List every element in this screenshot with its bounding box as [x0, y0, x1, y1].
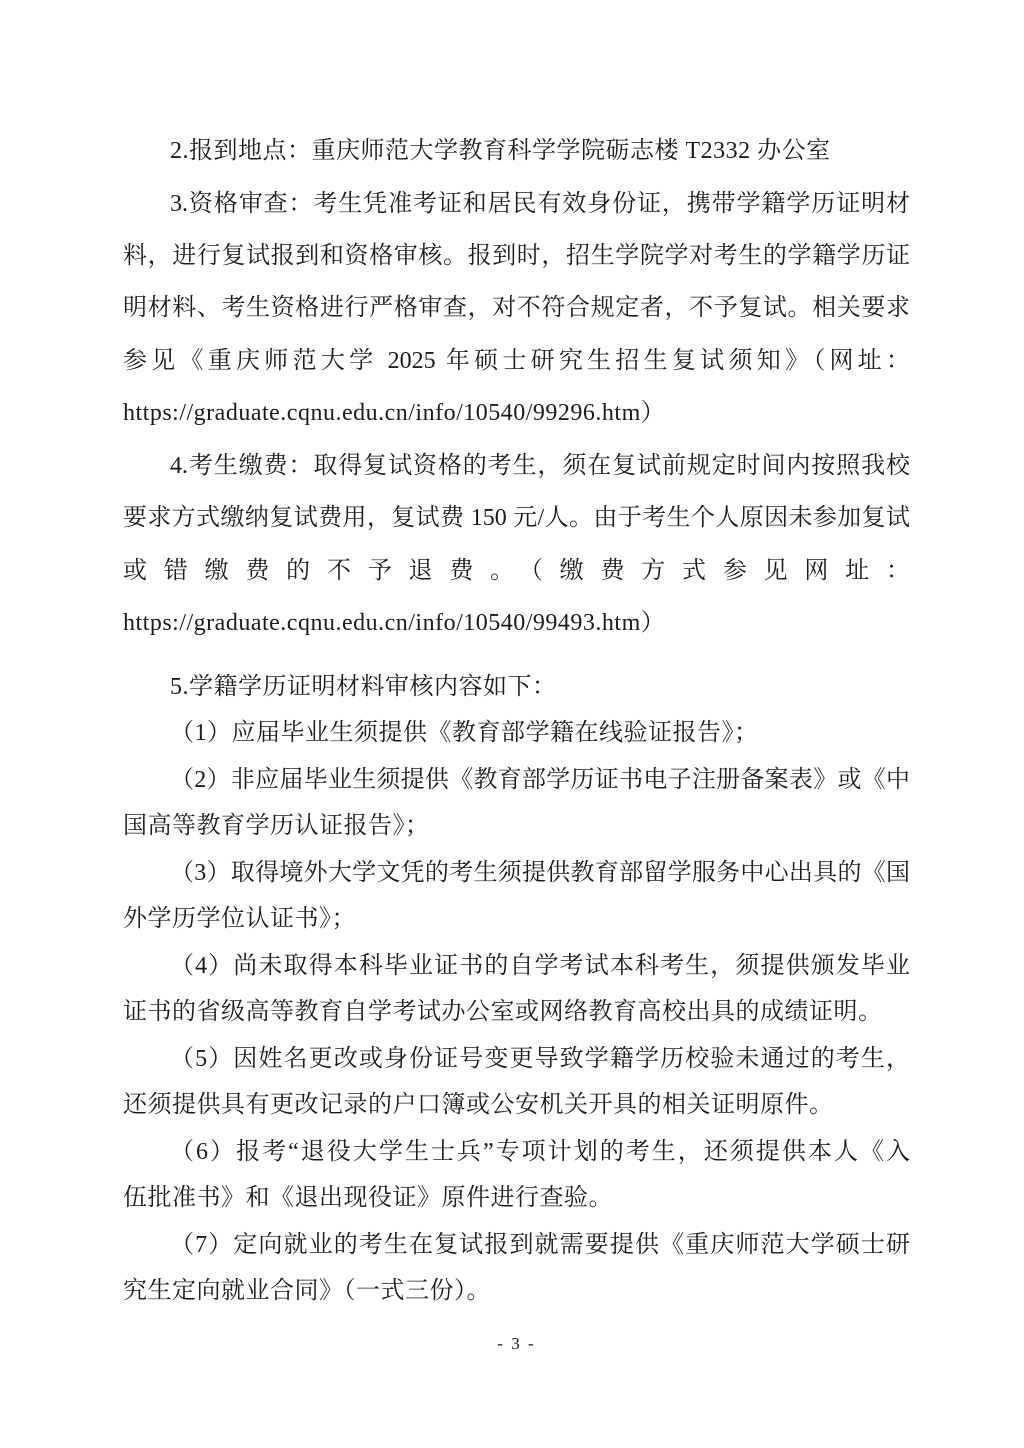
doc-line-payment-1: 4.考生缴费：取得复试资格的考生，须在复试前规定时间内按照我校: [170, 453, 910, 479]
page-number: - 3 -: [497, 1334, 536, 1353]
doc-line-qualification-3: 明材料、考生资格进行严格审查，对不符合规定者，不予复试。相关要求: [123, 295, 910, 321]
doc-line-payment-2: 要求方式缴纳复试费用，复试费 150 元/人。由于考生个人原因未参加复试: [123, 505, 910, 531]
doc-line-item6-2: 伍批准书》和《退出现役证》原件进行查验。: [123, 1185, 613, 1211]
doc-line-item2-2: 国高等教育学历认证报告》；: [123, 813, 430, 839]
doc-line-item1: （1）应届毕业生须提供《教育部学籍在线验证报告》；: [170, 720, 759, 746]
doc-line-url-99296: https://graduate.cqnu.edu.cn/info/10540/99296.htm）: [123, 400, 666, 426]
doc-line-item4-2: 证书的省级高等教育自学考试办公室或网络教育高校出具的成绩证明。: [123, 999, 883, 1025]
doc-line-qualification-2: 料，进行复试报到和资格审核。报到时，招生学院学对考生的学籍学历证: [123, 243, 910, 269]
doc-line-item5-2: 还须提供具有更改记录的户口簿或公安机关开具的相关证明原件。: [123, 1092, 834, 1118]
doc-line-payment-3: 或错缴费的不予退费。（缴费方式参见网址：: [123, 558, 910, 584]
doc-line-section5-title: 5.学籍学历证明材料审核内容如下：: [170, 674, 557, 700]
doc-line-qualification-4: 参见《重庆师范大学 2025 年硕士研究生招生复试须知》（网址：: [123, 348, 910, 374]
doc-line-item3-2: 外学历学位认证书》；: [123, 906, 356, 932]
doc-line-url-99493: https://graduate.cqnu.edu.cn/info/10540/99493.htm）: [123, 610, 666, 636]
doc-line-item5-1: （5）因姓名更改或身份证号变更导致学籍学历校验未通过的考生，: [170, 1046, 910, 1072]
doc-line-qualification-1: 3.资格审查：考生凭准考证和居民有效身份证，携带学籍学历证明材: [170, 191, 910, 217]
doc-line-item4-1: （4）尚未取得本科毕业证书的自学考试本科考生，须提供颁发毕业: [170, 953, 910, 979]
doc-line-item3-1: （3）取得境外大学文凭的考生须提供教育部留学服务中心出具的《国: [170, 860, 910, 886]
doc-line-report-location: 2.报到地点：重庆师范大学教育科学学院砺志楼 T2332 办公室: [170, 138, 831, 164]
doc-line-item7-2: 究生定向就业合同》（一式三份）。: [123, 1278, 491, 1304]
doc-line-item6-1: （6）报考“退役大学生士兵”专项计划的考生，还须提供本人《入: [170, 1139, 910, 1165]
doc-line-item7-1: （7）定向就业的考生在复试报到就需要提供《重庆师范大学硕士研: [170, 1232, 910, 1258]
doc-line-item2-1: （2）非应届毕业生须提供《教育部学历证书电子注册备案表》或《中: [170, 767, 910, 793]
